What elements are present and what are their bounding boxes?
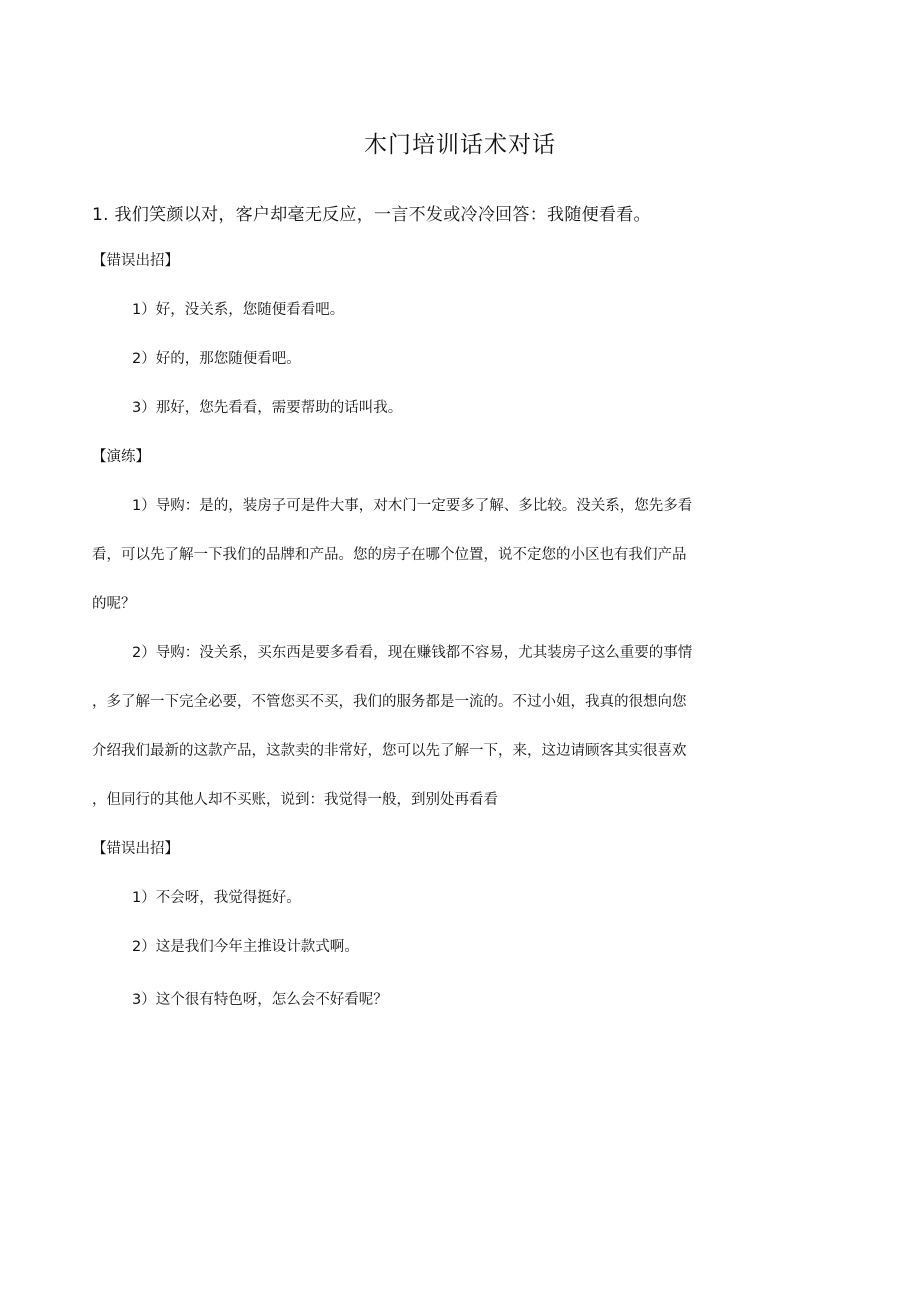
list-item: 2）这是我们今年主推设计款式啊。	[132, 939, 359, 955]
list-item: 2）好的，那您随便看吧。	[132, 351, 301, 367]
paragraph-line: 看，可以先了解一下我们的品牌和产品。您的房子在哪个位置，说不定您的小区也有我们产品	[92, 547, 687, 563]
list-item: 1）好，没关系，您随便看看吧。	[132, 302, 345, 318]
paragraph-line: 的呢？	[92, 596, 136, 612]
document-title: 木门培训话术对话	[364, 132, 556, 158]
list-item: 1）不会呀，我觉得挺好。	[132, 890, 301, 906]
paragraph-line: 2）导购：没关系，买东西是要多看看，现在赚钱都不容易，尤其装房子这么重要的事情	[132, 645, 693, 661]
list-item: 3）那好，您先看看，需要帮助的话叫我。	[132, 400, 403, 416]
section-label-practice: 【演练】	[92, 449, 150, 465]
paragraph-line: ，但同行的其他人却不买账，说到：我觉得一般，到别处再看看	[92, 792, 498, 808]
paragraph-line: 介绍我们最新的这款产品，这款卖的非常好，您可以先了解一下，来，这边请顾客其实很喜欢	[92, 743, 687, 759]
question-1: 1. 我们笑颜以对，客户却毫无反应，一言不发或冷冷回答：我随便看看。	[92, 205, 651, 225]
section-label-wrong-moves-2: 【错误出招】	[92, 841, 179, 857]
section-label-wrong-moves: 【错误出招】	[92, 253, 179, 269]
list-item: 3）这个很有特色呀，怎么会不好看呢？	[132, 992, 388, 1008]
paragraph-line: ，多了解一下完全必要，不管您买不买，我们的服务都是一流的。不过小姐，我真的很想向您	[92, 694, 687, 710]
paragraph-line: 1）导购：是的，装房子可是件大事，对木门一定要多了解、多比较。没关系，您先多看	[132, 498, 693, 514]
